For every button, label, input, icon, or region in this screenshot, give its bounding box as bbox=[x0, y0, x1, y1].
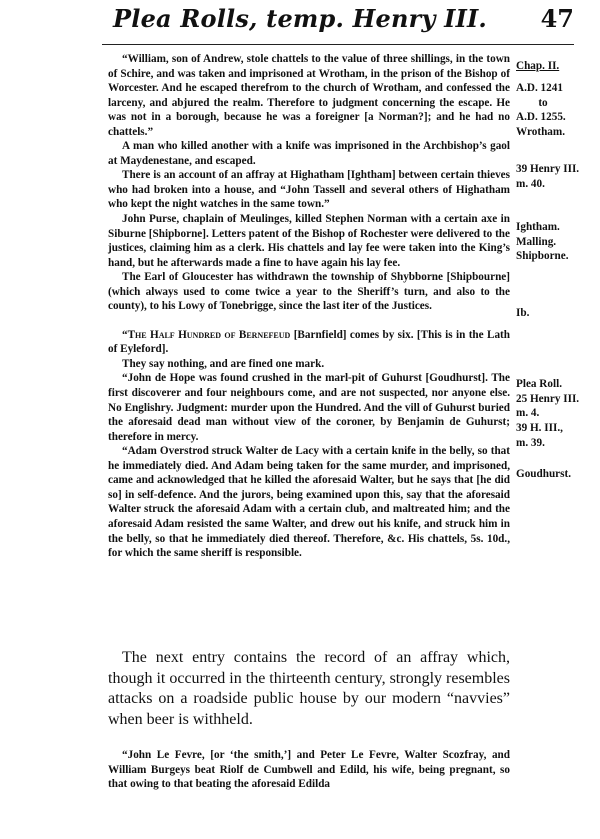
sidenote-39-henry-iii: 39 Henry III. bbox=[516, 163, 580, 175]
half-hundred-heading: “The Half Hundred of Bernefeud bbox=[122, 328, 291, 341]
sidenote-m40: m. 40. bbox=[516, 177, 545, 190]
paragraph-adam-overstrod: “Adam Overstrod struck Walter de Lacy with a certain knife in the belly, so that he immediately died. And Adam being taken for the same murder, and imprisoned, came and acknowledged that he killed the aforesaid Walter, but he says that [he did so] in self-defence. And the jurors, being examined upon this, say that the aforesaid Walter struck the aforesaid Adam with a certain club, and maltreated him; and the aforesaid Adam resisted the same Walter, and drew out his knife, and struck him in the belly, so that he immediately died thereof. Therefore, &c. His chattels, 5s. 10d., for which the same sheriff is responsible. bbox=[108, 445, 510, 560]
sidenote-date-range bbox=[516, 81, 600, 139]
sidenote-plea-roll bbox=[516, 377, 600, 421]
sidenote-ad-1241: A.D. 1241 bbox=[516, 82, 563, 94]
sidenote-malling: Malling. bbox=[516, 235, 557, 248]
page-number: 47 bbox=[540, 4, 574, 33]
paragraph-fined: They say nothing, and are fined one mark. bbox=[122, 357, 325, 370]
sidenote-m39: m. 39. bbox=[516, 436, 545, 449]
main-text bbox=[108, 52, 510, 561]
commentary-paragraph: The next entry contains the record of an affray which, though it occurred in the thirteenth century, strongly resembles attacks on a roadside public house by our modern “navvies” when beer is withheld. bbox=[108, 649, 510, 728]
sidenote-to: to bbox=[538, 96, 548, 109]
sidenote-goudhurst: Goudhurst. bbox=[516, 468, 572, 480]
sidenote-ib: Ib. bbox=[516, 307, 530, 319]
sidenote-wrotham: Wrotham. bbox=[516, 125, 565, 138]
paragraph-maydenestane: A man who killed another with a knife was imprisoned in the Archbishop’s gaol at Maydenestane, and escaped. bbox=[108, 140, 510, 167]
paragraph-earl-gloucester: The Earl of Gloucester has withdrawn the township of Shybborne [Shipbourne] (which always used to come twice a year to the Sheriff’s turn, and also to the county), to his Lowy of Tonebrigge, since the last iter of the Justices. bbox=[108, 271, 510, 313]
paragraph-john-de-hope: “John de Hope was found crushed in the marl-pit of Guhurst [Goudhurst]. The first discoverer and four neighbours come, and are not suspected, nor anyone else. No Englishry. Judgment: murder upon the Hundred. And the vill of Guhurst buried the aforesaid dead man without view of the coroner, by Benjamin de Guhurst; therefore in mercy. bbox=[108, 372, 510, 443]
running-title: Plea Rolls, temp. Henry III. bbox=[113, 4, 487, 33]
sidenote-39-h-iii-label: 39 H. III., bbox=[516, 422, 563, 434]
paragraph-highatham: There is an account of an affray at Highatham [Ightham] between certain thieves who had broken into a house, and “John Tassell and several others of Highatham who kept the night watches in the same town.” bbox=[108, 169, 510, 211]
sidenote-ad-1255: A.D. 1255. bbox=[516, 111, 566, 123]
section-gap bbox=[108, 314, 510, 328]
page-header bbox=[0, 0, 600, 46]
sidenote-shipborne: Shipborne. bbox=[516, 250, 569, 262]
sidenote-chapter: Chap. II. bbox=[516, 60, 560, 72]
sidenote-places bbox=[516, 220, 600, 264]
sidenote-m4: m. 4. bbox=[516, 407, 540, 419]
paragraph-half-hundred bbox=[108, 328, 510, 357]
paragraph-john-le-fevre: “John Le Fevre, [or ‘the smith,’] and Peter Le Fevre, Walter Scozfray, and William Burgeys beat Riolf de Cumbwell and Edild, his wife, being pregnant, so that owing to that beating the aforesaid Edilda bbox=[108, 749, 510, 791]
sidenote-ightham: Ightham. bbox=[516, 221, 560, 233]
half-hundred-text: [Barnfield] comes by six. [This is in the Lath of Eyleford]. bbox=[108, 328, 510, 356]
paragraph-william: “William, son of Andrew, stole chattels to the value of three shillings, in the town of Schire, and was taken and imprisoned at Wrotham, in the prison of the Bishop of Worcester. And he escaped therefrom to the church of Wrotham, and confessed the larceny, and abjured the realm. Therefore to judgment concerning the escape. He was not in a borough, because he was a foreigner [a Norman?]; and he had no chattels.” bbox=[108, 53, 510, 138]
paragraph-john-purse: John Purse, chaplain of Meulinges, killed Stephen Norman with a certain axe in Siburne [Shipborne]. Letters patent of the Bishop of Rochester were delivered to the justices, claiming him as a clerk. His chattels and lay fee were taken into the King’s hand, but he afterwards made a fine to have again his lay fee. bbox=[108, 213, 510, 269]
sidenote-39-h-iii bbox=[516, 421, 600, 450]
sidenote-plea-roll-label: Plea Roll. bbox=[516, 378, 562, 390]
header-rule bbox=[102, 44, 574, 45]
sidenote-25-henry-iii: 25 Henry III. bbox=[516, 392, 580, 405]
sidenote-henry-39 bbox=[516, 162, 600, 191]
